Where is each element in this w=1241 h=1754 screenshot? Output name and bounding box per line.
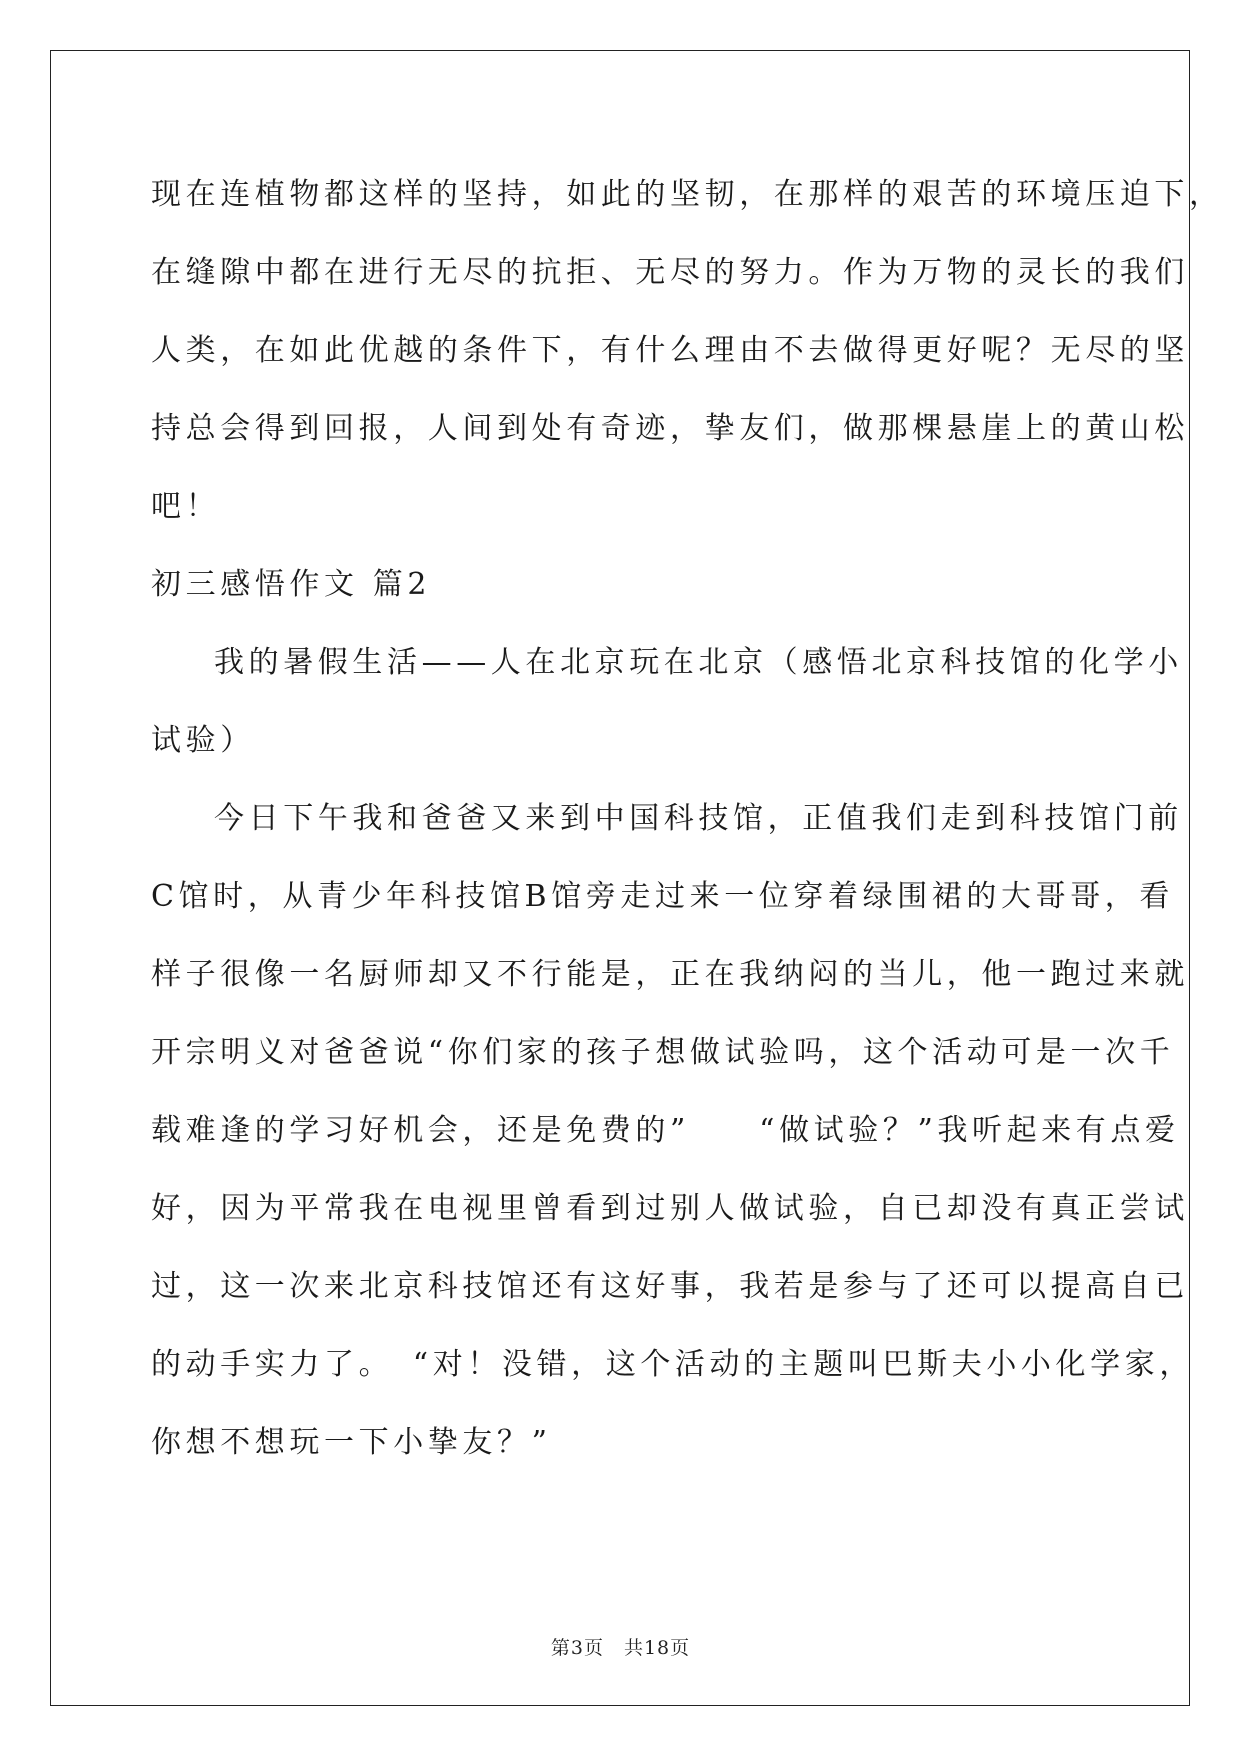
text-line: 过，这一次来北京科技馆还有这好事，我若是参与了还可以提高自已 <box>151 1269 1189 1304</box>
page-footer: 第3页 共18页 <box>550 1637 691 1659</box>
text-line: 开宗明义对爸爸说“你们家的孩子想做试验吗，这个活动可是一次千 <box>151 1035 1175 1070</box>
text-line: 吧！ <box>151 489 221 524</box>
text-line: 今日下午我和爸爸又来到中国科技馆，正值我们走到科技馆门前 <box>214 801 1183 836</box>
text-line: 我的暑假生活——人在北京玩在北京（感悟北京科技馆的化学小 <box>214 645 1183 680</box>
text-line: 样子很像一名厨师却又不行能是，正在我纳闷的当儿，他一跑过来就 <box>151 957 1189 992</box>
text-line: 的动手实力了。 “对！没错，这个活动的主题叫巴斯夫小小化学家， <box>151 1347 1194 1382</box>
text-line: C馆时，从青少年科技馆B馆旁走过来一位穿着绿围裙的大哥哥，看 <box>151 879 1174 914</box>
text-line: 好，因为平常我在电视里曾看到过别人做试验，自已却没有真正尝试 <box>151 1191 1189 1226</box>
text-line: 试验） <box>151 723 255 758</box>
text-line: 持总会得到回报，人间到处有奇迹，挚友们，做那棵悬崖上的黄山松 <box>151 411 1189 446</box>
text-line: 你想不想玩一下小挚友？” <box>151 1425 552 1460</box>
section-heading: 初三感悟作文 篇2 <box>151 567 432 602</box>
text-line: 现在连植物都这样的坚持，如此的坚韧，在那样的艰苦的环境压迫下， <box>151 177 1224 212</box>
text-line: 在缝隙中都在进行无尽的抗拒、无尽的努力。作为万物的灵长的我们 <box>151 255 1189 290</box>
document-body <box>151 156 1224 1482</box>
text-line: 人类，在如此优越的条件下，有什么理由不去做得更好呢？无尽的坚 <box>151 333 1189 368</box>
text-line: 载难逢的学习好机会，还是免费的” “做试验？”我听起来有点爱 <box>151 1113 1180 1148</box>
